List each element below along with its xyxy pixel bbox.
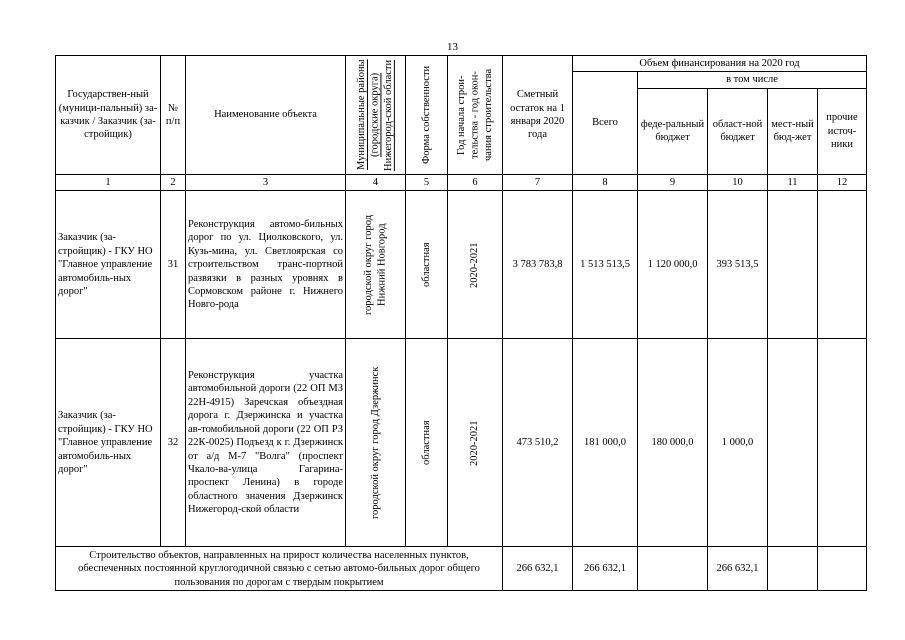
header-years — [448, 56, 503, 175]
header-balance: Сметный остаток на 1 января 2020 года — [503, 56, 573, 175]
row-local — [768, 191, 818, 339]
row-ownership-text: областная — [420, 420, 432, 466]
header-federal: феде-ральный бюджет — [638, 88, 708, 174]
table-row — [56, 339, 867, 547]
summary-row — [56, 547, 867, 591]
header-object-name: Наименование объекта — [186, 56, 346, 175]
row-ownership — [406, 339, 448, 547]
row-other — [818, 339, 867, 547]
header-local: мест-ный бюд-жет — [768, 88, 818, 174]
financing-table — [55, 55, 867, 591]
header-municipal-text: Муниципальные районы (городские округа) Нижегород-ской области — [356, 59, 395, 171]
row-customer: Заказчик (за-стройщик) - ГКУ НО "Главное управление автомобиль-ных дорог" — [56, 339, 161, 547]
summary-other — [818, 547, 867, 591]
column-numbers-row — [56, 174, 867, 190]
row-customer: Заказчик (за-стройщик) - ГКУ НО "Главное управление автомобиль-ных дорог" — [56, 191, 161, 339]
column-number: 7 — [503, 174, 573, 190]
row-federal: 1 120 000,0 — [638, 191, 708, 339]
row-total: 181 000,0 — [573, 339, 638, 547]
header-num: № п/п — [161, 56, 186, 175]
row-municipal — [346, 191, 406, 339]
column-number: 10 — [708, 174, 768, 190]
row-balance: 3 783 783,8 — [503, 191, 573, 339]
row-object: Реконструкция автомо-бильных дорог по ул. Циолковского, ул. Кузь-мина, ул. Светлоярская со строительством транс-портной развязки в разных уровнях в Сормовском районе г. Нижнего Новго-рода — [186, 191, 346, 339]
column-number: 11 — [768, 174, 818, 190]
row-municipal-text: городской округ город Нижний Новгород — [363, 214, 388, 315]
row-ownership — [406, 191, 448, 339]
row-object: Реконструкция участка автомобильной дороги (22 ОП МЗ 22Н-4915) Заречская объездная дорога г. Дзержинска и участка ав-томобильной дороги (22 ОП РЗ 22К-0025) Подъезд к г. Дзержинск от а/д М-7 "Волга" (проспект Чкало-ва-улица Гагарина-проспект Ленина) в городе областного значения Дзержинск Нижегород-ской области — [186, 339, 346, 547]
header-ownership-text: Форма собственности — [420, 65, 432, 165]
row-other — [818, 191, 867, 339]
summary-total: 266 632,1 — [573, 547, 638, 591]
page-number: 13 — [447, 41, 458, 53]
column-number: 9 — [638, 174, 708, 190]
row-municipal-text: городской округ город Дзержинск — [369, 366, 381, 520]
column-number: 2 — [161, 174, 186, 190]
header-regional: област-ной бюджет — [708, 88, 768, 174]
header-customer: Государствен-ный (муници-пальный) за-казчик / Заказчик (за-стройщик) — [56, 56, 161, 175]
row-balance: 473 510,2 — [503, 339, 573, 547]
row-years-text: 2020-2021 — [469, 420, 481, 466]
column-number: 1 — [56, 174, 161, 190]
row-regional: 1 000,0 — [708, 339, 768, 547]
summary-balance: 266 632,1 — [503, 547, 573, 591]
header-municipal — [346, 56, 406, 175]
column-number: 8 — [573, 174, 638, 190]
column-number: 3 — [186, 174, 346, 190]
row-local — [768, 339, 818, 547]
header-total: Всего — [573, 72, 638, 174]
header-ownership — [406, 56, 448, 175]
header-other: прочие источ-ники — [818, 88, 867, 174]
row-years-text: 2020-2021 — [469, 242, 481, 288]
row-regional: 393 513,5 — [708, 191, 768, 339]
summary-regional: 266 632,1 — [708, 547, 768, 591]
row-total: 1 513 513,5 — [573, 191, 638, 339]
header-funding-group: Объем финансирования на 2020 год — [573, 56, 867, 72]
column-number: 12 — [818, 174, 867, 190]
row-years — [448, 339, 503, 547]
row-ownership-text: областная — [420, 242, 432, 288]
row-num: 31 — [161, 191, 186, 339]
summary-local — [768, 547, 818, 591]
header-including: в том числе — [638, 72, 867, 88]
column-number: 4 — [346, 174, 406, 190]
row-num: 32 — [161, 339, 186, 547]
header-years-text: Год начала строи-тельства - год окон-чания строительства — [455, 68, 494, 162]
column-number: 6 — [448, 174, 503, 190]
column-number: 5 — [406, 174, 448, 190]
table-row — [56, 191, 867, 339]
summary-federal — [638, 547, 708, 591]
row-federal: 180 000,0 — [638, 339, 708, 547]
row-municipal — [346, 339, 406, 547]
summary-label: Строительство объектов, направленных на прирост количества населенных пунктов, обеспеченных постоянной круглогодичной связью с сетью автомо-бильных дорог общего пользования по дорогам с твердым покрытием — [56, 547, 503, 591]
row-years — [448, 191, 503, 339]
